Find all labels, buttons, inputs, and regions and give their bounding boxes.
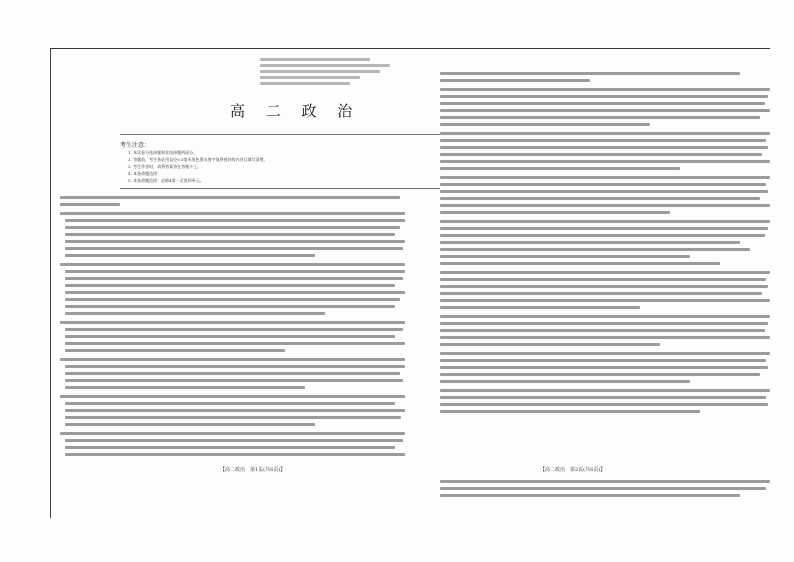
text-line [440,352,770,355]
text-line [260,70,380,73]
text-line [65,423,315,426]
text-line [440,292,762,295]
text-line [440,373,760,376]
text-line [60,263,405,266]
text-line [65,254,315,257]
text-line [65,247,403,250]
text-line [65,439,403,442]
text-line [65,226,400,229]
text-line [65,270,405,273]
page-title: 高 二 政 治 [230,102,361,120]
text-line [440,262,720,265]
notice-line: 3. 考生作答时，请将答案答在答题卡上。 [128,164,202,169]
text-line [440,336,770,339]
text-line [440,343,660,346]
text-line [440,410,700,413]
sheet-top-edge [50,48,770,49]
text-line [60,321,405,324]
text-line [60,196,400,199]
page-footer: 【高二政治 第1页(共6页)】 [220,467,286,473]
text-line [65,312,325,315]
text-line [65,240,405,243]
text-line [60,432,405,435]
text-line [65,219,405,222]
text-line [65,284,395,287]
text-line [65,233,395,236]
text-line [440,278,766,281]
text-line [65,277,403,280]
text-line [260,82,350,85]
text-line [440,109,770,112]
text-line [440,139,766,142]
text-line [440,255,690,258]
text-line [65,402,395,405]
text-line [440,176,770,179]
text-line [440,153,762,156]
text-line [65,342,405,345]
text-line [60,395,405,398]
text-line [65,453,405,456]
text-line [440,396,766,399]
text-line [65,409,405,412]
text-line [440,72,740,75]
text-line [440,160,770,163]
text-line [65,386,305,389]
text-line [440,190,768,193]
text-line [60,358,405,361]
text-line [440,234,765,237]
text-line [440,241,740,244]
text-line [440,366,768,369]
text-line [65,365,405,368]
text-line [440,329,765,332]
text-line [440,211,670,214]
text-line [65,335,395,338]
text-line [440,183,766,186]
text-line [440,403,768,406]
text-line [65,372,400,375]
text-line [60,203,120,206]
text-line [440,132,770,135]
text-line [260,58,370,61]
text-line [440,220,770,223]
text-line [65,379,403,382]
page-footer: 【高二政治 第2页(共6页)】 [540,467,606,473]
text-line [440,197,760,200]
notice-line: 4. 本卷命题范围： [128,171,162,176]
text-line [440,123,650,126]
text-line [65,291,405,294]
text-line [440,95,768,98]
notice-line: 5. 本卷命题范围：必修4第一至第四单元。 [128,178,204,183]
text-line [260,76,360,79]
text-line [440,306,640,309]
notice-line: 2. 答题前，考生务必用直径0.5毫米黑色墨水签字笔将密封线内项目填写清楚。 [128,157,268,162]
divider [120,188,440,189]
text-line [65,416,401,419]
text-line [260,64,390,67]
divider [120,134,440,135]
text-line [65,305,395,308]
left-page [120,58,450,498]
text-line [65,298,400,301]
text-line [440,359,766,362]
text-line [440,167,680,170]
text-line [440,322,768,325]
text-line [440,480,770,483]
text-line [65,349,285,352]
text-line [440,248,750,251]
text-line [440,389,770,392]
text-line [440,146,768,149]
text-line [440,227,768,230]
text-line [440,315,770,318]
text-line [440,88,770,91]
text-line [440,271,770,274]
text-line [440,494,740,497]
sheet-left-edge [50,48,51,518]
text-line [440,380,690,383]
text-line [440,79,590,82]
text-line [440,487,766,490]
notice-line: 1. 本试卷分选择题和非选择题两部分。 [128,150,198,155]
notice-heading: 考生注意： [120,142,151,149]
text-line [440,204,770,207]
text-line [65,328,403,331]
right-page [440,58,770,498]
text-line [440,102,765,105]
text-line [440,285,768,288]
text-line [440,299,770,302]
text-line [60,212,405,215]
text-line [65,446,395,449]
text-line [440,116,760,119]
